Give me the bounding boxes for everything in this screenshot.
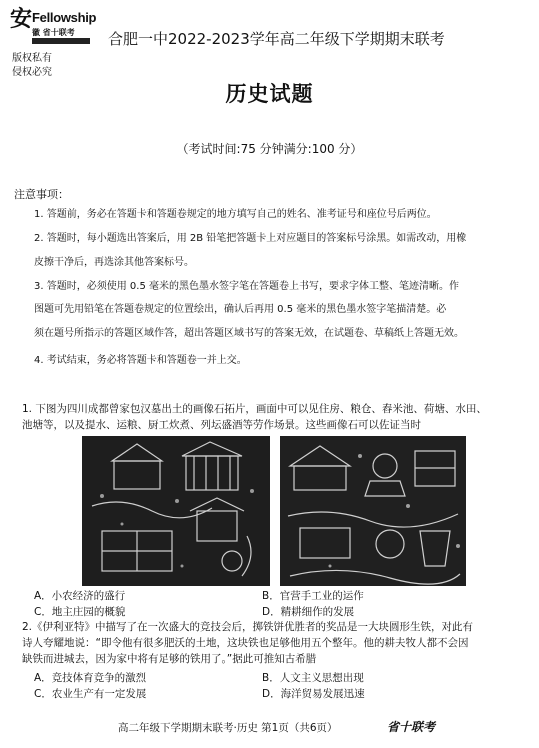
logo-brand: Fellowship — [32, 10, 97, 25]
q2-option-b[interactable]: B．人文主义思想出现 — [262, 672, 364, 684]
q1-option-c[interactable]: C．地主庄园的概貌 — [34, 606, 126, 618]
notice-item: 4. 考试结束，务必将答题卡和答题卷一并上交。 — [34, 355, 247, 366]
notice-item: 图题可先用铅笔在答题卷规定的位置绘出，确认后再用 0.5 毫米的黑色墨水签字笔描清楚。必 — [34, 304, 447, 315]
question-2-stem-line3: 缺铁而进城去，因为家中将有足够的铁用了。”据此可推知古希腊 — [22, 653, 317, 665]
q1-option-b[interactable]: B．官营手工业的运作 — [262, 590, 364, 602]
notice-item: 1. 答题前，务必在答题卡和答题卷规定的地方填写自己的姓名、准考证号和座位号后两位。 — [34, 209, 437, 220]
question-1-stem-line2: 池塘等，以及提水、运粮、厨工炊煮、列坛盛酒等劳作场景。这些画像石可以佐证当时 — [22, 419, 421, 431]
logo-mark: 安 — [10, 6, 33, 32]
exam-header: 合肥一中2022-2023学年高二年级下学期期末联考 — [108, 30, 445, 48]
notice-item: 须在题号所指示的答题区域作答，超出答题区域书写的答案无效，在试题卷、草稿纸上答题无效。 — [34, 328, 464, 339]
q2-option-a[interactable]: A．竞技体育竞争的激烈 — [34, 672, 147, 684]
page-title: 历史试题 — [225, 81, 314, 106]
notice-item: 皮擦干净后，再选涂其他答案标号。 — [34, 257, 194, 268]
rubbing-right-graphic — [280, 436, 466, 586]
question-2-stem-line2: 诗人夸耀地说：“即令他有很多肥沃的土地，这块铁也足够他用五个整年。他的耕夫牧人都不会因 — [22, 637, 469, 649]
q1-option-a[interactable]: A．小农经济的盛行 — [34, 590, 126, 602]
rubbing-left-graphic — [82, 436, 270, 586]
copyright-line2: 侵权必究 — [12, 67, 52, 78]
q2-option-d[interactable]: D．海洋贸易发展迅速 — [262, 688, 365, 700]
exam-info: （考试时间:75 分钟满分:100 分） — [176, 142, 363, 156]
footer-mark: 省十联考 — [387, 720, 436, 734]
logo-sub: 徽 省十联考 — [32, 27, 75, 37]
q1-option-d[interactable]: D．精耕细作的发展 — [262, 606, 355, 618]
notice-item: 2. 答题时，每小题选出答案后，用 2B 铅笔把答题卡上对应题目的答案标号涂黑。如需改动，用橡 — [34, 233, 467, 244]
copyright-line1: 版权私有 — [12, 53, 52, 64]
notice-title: 注意事项： — [14, 188, 69, 201]
page-footer: 高二年级下学期期末联考·历史 第1页（共6页） — [118, 722, 338, 734]
copyright-notice — [12, 52, 52, 80]
q2-option-c[interactable]: C．农业生产有一定发展 — [34, 688, 147, 700]
logo — [10, 6, 97, 48]
rubbing-image-right — [280, 436, 466, 586]
question-1-stem-line1: 1. 下图为四川成都曾家包汉墓出土的画像石拓片，画面中可以见住房、粮仓、舂米池、荷塘、水田、 — [22, 403, 487, 415]
rubbing-image-left — [82, 436, 270, 586]
logo-bar — [32, 38, 90, 44]
question-2-stem-line1: 2.《伊利亚特》中描写了在一次盛大的竞技会后，掷铁饼优胜者的奖品是一大块圆形生铁，对此有 — [22, 621, 474, 633]
notice-item: 3. 答题时，必须使用 0.5 毫米的黑色墨水签字笔在答题卷上书写，要求字体工整、笔迹清晰。作 — [34, 281, 459, 292]
